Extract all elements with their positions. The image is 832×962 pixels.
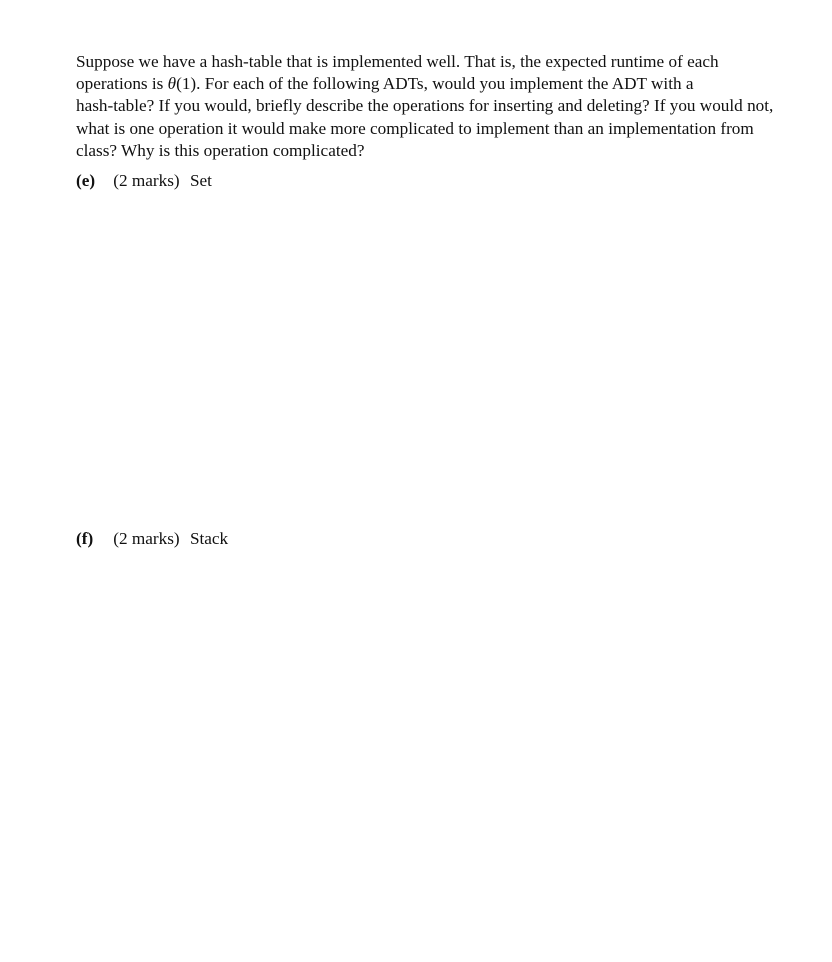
question-topic: Set (189, 171, 212, 190)
question-topic: Stack (189, 529, 229, 548)
prompt-line-2-start: operations is (76, 74, 168, 94)
answer-area-e[interactable] (76, 195, 818, 515)
question-f (76, 528, 228, 550)
question-e (76, 170, 212, 192)
prompt-line-5: class? Why is this operation complicated? (76, 140, 365, 160)
question-prompt (76, 51, 818, 162)
prompt-line-3: hash-table? If you would, briefly describe the operations for inserting and deleting? If you would not, (76, 96, 774, 116)
theta-symbol: θ (167, 74, 177, 94)
question-label: (f) (76, 529, 94, 548)
theta-argument: (1) (176, 74, 197, 94)
prompt-line-2 (76, 73, 818, 95)
question-marks: (2 marks) (113, 529, 180, 548)
prompt-line-1: Suppose we have a hash-table that is implemented well. That is, the expected runtime of each (76, 52, 719, 71)
question-label: (e) (76, 171, 96, 190)
prompt-line-2-end: . For each of the following ADTs, would you implement the ADT with a (196, 74, 694, 94)
answer-area-f[interactable] (76, 553, 818, 933)
prompt-line-4: what is one operation it would make more complicated to implement than an implementation from (76, 118, 754, 138)
question-marks: (2 marks) (113, 171, 180, 190)
theta-notation (168, 74, 197, 93)
